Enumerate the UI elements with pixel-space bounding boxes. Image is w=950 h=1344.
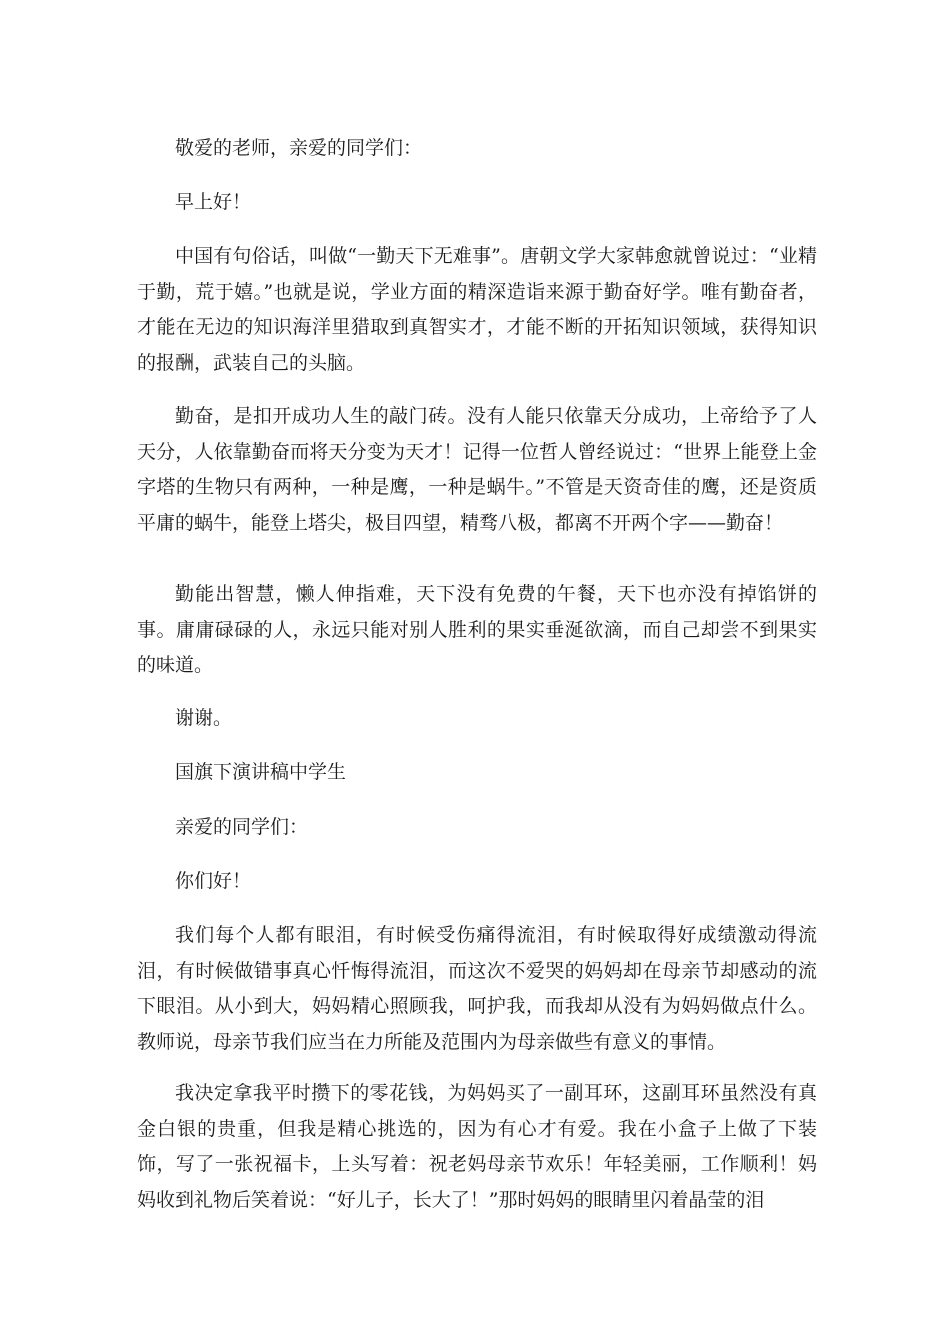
section-title: 国旗下演讲稿中学生 bbox=[175, 761, 347, 783]
salutation: 亲爱的同学们： bbox=[175, 816, 309, 838]
closing: 谢谢。 bbox=[175, 707, 233, 729]
body-paragraph: 勤奋，是扣开成功人生的敲门砖。没有人能只依靠天分成功，上帝给予了人天分，人依靠勤奋而将天分变为天才！记得一位哲人曾经说过：“世界上能登上金字塔的生物只有两种，一种是鹰，一种是蜗牛。”不管是天资奇佳的鹰，还是资质平庸的蜗牛，能登上塔尖，极目四望，精骛八极，都离不开两个字——勤奋！ bbox=[137, 405, 817, 534]
greeting: 早上好！ bbox=[175, 191, 252, 213]
body-paragraph: 我们每个人都有眼泪，有时候受伤痛得流泪，有时候取得好成绩激动得流泪，有时候做错事真心忏悔得流泪，而这次不爱哭的妈妈却在母亲节却感动的流下眼泪。从小到大，妈妈精心照顾我，呵护我，而我却从没有为妈妈做点什么。教师说，母亲节我们应当在力所能及范围内为母亲做些有意义的事情。 bbox=[137, 924, 817, 1053]
body-paragraph: 我决定拿我平时攒下的零花钱，为妈妈买了一副耳环，这副耳环虽然没有真金白银的贵重，但我是精心挑选的，因为有心才有爱。我在小盒子上做了下装饰，写了一张祝福卡，上头写着：祝老妈母亲节欢乐！年轻美丽，工作顺利！妈妈收到礼物后笑着说：“好儿子，长大了！”那时妈妈的眼睛里闪着晶莹的泪 bbox=[137, 1082, 817, 1211]
salutation: 敬爱的老师，亲爱的同学们： bbox=[175, 137, 423, 159]
greeting: 你们好！ bbox=[175, 870, 252, 892]
body-paragraph: 中国有句俗话，叫做“一勤天下无难事”。唐朝文学大家韩愈就曾说过：“业精于勤，荒于嬉。”也就是说，学业方面的精深造诣来源于勤奋好学。唯有勤奋者，才能在无边的知识海洋里猎取到真智实才，才能不断的开拓知识领域，获得知识的报酬，武装自己的头脑。 bbox=[137, 245, 817, 374]
body-paragraph: 勤能出智慧，懒人伸指难，天下没有免费的午餐，天下也亦没有掉馅饼的事。庸庸碌碌的人，永远只能对别人胜利的果实垂涎欲滴，而自己却尝不到果实的味道。 bbox=[137, 583, 817, 676]
